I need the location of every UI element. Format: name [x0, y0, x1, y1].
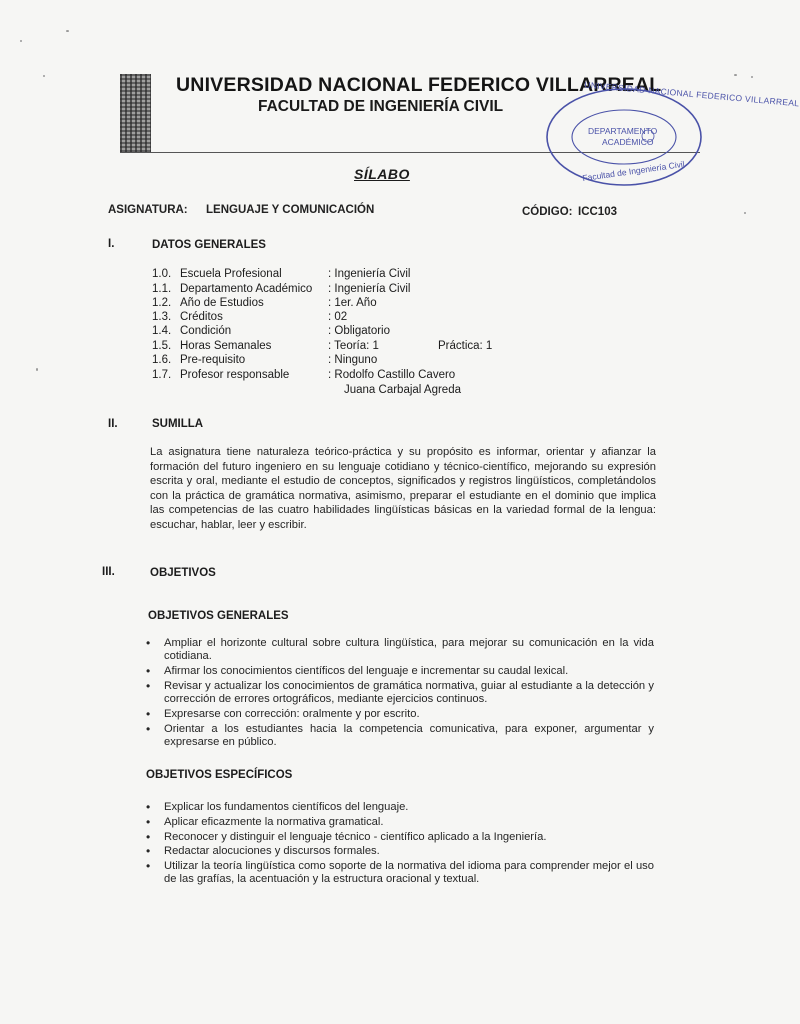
datos-label: Escuela Profesional	[180, 268, 282, 280]
section-1-title: DATOS GENERALES	[152, 239, 266, 251]
datos-label: Profesor responsable	[180, 369, 290, 381]
list-item-text: Orientar a los estudiantes hacia la competencia comunicativa, para exponer, argumentar y expresarse en público.	[164, 722, 654, 749]
list-item-text: Afirmar los conocimientos científicos del lenguaje e incrementar su caudal lexical.	[164, 665, 569, 678]
bullet-icon: •	[146, 636, 151, 650]
datos-num: 1.5.	[152, 340, 172, 352]
list-item	[146, 665, 654, 678]
objetivos-generales-title: OBJETIVOS GENERALES	[148, 610, 289, 622]
list-item	[146, 831, 654, 844]
list-item-text: Redactar alocuciones y discursos formales.	[164, 845, 380, 858]
datos-extra-value: Práctica: 1	[438, 340, 493, 352]
list-item	[146, 680, 654, 707]
section-1-number: I.	[108, 238, 115, 250]
datos-num: 1.6.	[152, 354, 172, 366]
scan-speck	[20, 40, 22, 42]
datos-label: Créditos	[180, 311, 223, 323]
stamp-center-text-2: ACADÉMICO	[602, 137, 654, 147]
list-item	[146, 860, 654, 887]
sumilla-paragraph: La asignatura tiene naturaleza teórico-práctica y su propósito es informar, orientar y afianzar la formación del futuro ingeniero en su lenguaje cotidiano y técnico-científico, mejorando su expresión escrita y oral, mediante el estudio de conceptos, significados y registros lingüísticos, completándolos con la práctica de gramática normativa, asimismo, preparar el estudiante en el dominio que implica las competencias de las cuatro habilidades lingüísticas básicas en la variedad formal de la lengua: escuchar, hablar, leer y escribir.	[150, 446, 656, 531]
datos-num: 1.0.	[152, 268, 172, 280]
bullet-icon: •	[146, 844, 151, 859]
bullet-icon: •	[146, 706, 151, 721]
stamp-center-text-1: DEPARTAMENTO	[588, 126, 658, 136]
course-label: ASIGNATURA:	[108, 204, 188, 216]
list-item	[146, 816, 654, 829]
stamp-ring-bottom-text: Facultad de Ingeniería Civil	[581, 158, 686, 184]
course-code: ICC103	[578, 206, 617, 218]
list-item-text: Utilizar la teoría lingüística como soporte de la normativa del idioma para comprender mejor el uso de las grafías, la acentuación y la estructura oracional y textual.	[164, 860, 654, 886]
bullet-icon: •	[146, 814, 151, 829]
bullet-icon: •	[146, 800, 151, 814]
datos-value: : Obligatorio	[328, 325, 391, 337]
list-item	[146, 801, 654, 814]
datos-value: : Teoría: 1	[328, 340, 379, 352]
datos-num: 1.3.	[152, 311, 172, 323]
datos-num: 1.4.	[152, 325, 172, 337]
document-title: SÍLABO	[354, 166, 410, 182]
datos-value: : Rodolfo Castillo Cavero	[328, 369, 456, 381]
datos-label: Departamento Académico	[180, 283, 313, 295]
objetivos-generales-list	[146, 637, 654, 751]
list-item-text: Reconocer y distinguir el lenguaje técnico - científico aplicado a la Ingeniería.	[164, 830, 547, 843]
section-3-title: OBJETIVOS	[150, 567, 216, 579]
list-item-text: Ampliar el horizonte cultural sobre cultura lingüística, para mejorar su comunicación en la vida cotidiana.	[164, 637, 654, 663]
objetivos-especificos-list	[146, 801, 654, 888]
datos-value: : Ninguno	[328, 354, 378, 366]
datos-label: Pre-requisito	[180, 354, 246, 366]
list-item-text: Expresarse con corrección: oralmente y por escrito.	[164, 707, 420, 720]
list-item	[146, 723, 654, 750]
scan-speck	[66, 30, 69, 32]
course-code-label: CÓDIGO:	[522, 206, 573, 218]
scan-speck	[43, 75, 45, 77]
bullet-icon: •	[146, 721, 151, 736]
datos-value-second: Juana Carbajal Agreda	[344, 384, 461, 396]
list-item-text: Revisar y actualizar los conocimientos de gramática normativa, guiar al estudiante a la detección y corrección de errores ortográficos, mediante ejercicios continuos.	[164, 679, 654, 706]
datos-label: Horas Semanales	[180, 340, 272, 352]
list-item	[146, 845, 654, 858]
scan-speck	[751, 76, 753, 78]
section-3-number: III.	[102, 566, 115, 578]
university-name: UNIVERSIDAD NACIONAL FEDERICO VILLARREAL	[176, 74, 662, 96]
scan-speck	[744, 212, 746, 214]
list-item	[146, 637, 654, 664]
datos-value: : 02	[328, 311, 348, 323]
bullet-icon: •	[146, 664, 151, 679]
datos-value: : Ingeniería Civil	[328, 268, 411, 280]
stamp-ring-top-text: UNIVERSIDAD NACIONAL FEDERICO VILLARREAL	[583, 79, 800, 109]
course-name: LENGUAJE Y COMUNICACIÓN	[206, 204, 375, 216]
bullet-icon: •	[146, 678, 151, 693]
datos-num: 1.2.	[152, 297, 172, 309]
scan-speck	[36, 368, 38, 371]
section-2-number: II.	[108, 418, 118, 430]
datos-label: Año de Estudios	[180, 297, 264, 309]
bullet-icon: •	[146, 829, 151, 844]
list-item-text: Explicar los fundamentos científicos del lenguaje.	[164, 801, 409, 813]
datos-num: 1.7.	[152, 369, 172, 381]
section-2-title: SUMILLA	[152, 418, 204, 430]
datos-value: : Ingeniería Civil	[328, 283, 411, 295]
datos-row-continuation	[344, 384, 461, 396]
faculty-name: FACULTAD DE INGENIERÍA CIVIL	[258, 98, 504, 115]
datos-value: : 1er. Año	[328, 297, 377, 309]
list-item	[146, 708, 654, 721]
list-item-text: Aplicar eficazmente la normativa gramatical.	[164, 815, 384, 828]
university-logo	[120, 74, 151, 152]
objetivos-especificos-title: OBJETIVOS ESPECÍFICOS	[146, 769, 293, 781]
datos-num: 1.1.	[152, 283, 172, 295]
scan-speck	[734, 74, 737, 76]
datos-label: Condición	[180, 325, 232, 337]
bullet-icon: •	[146, 859, 151, 874]
